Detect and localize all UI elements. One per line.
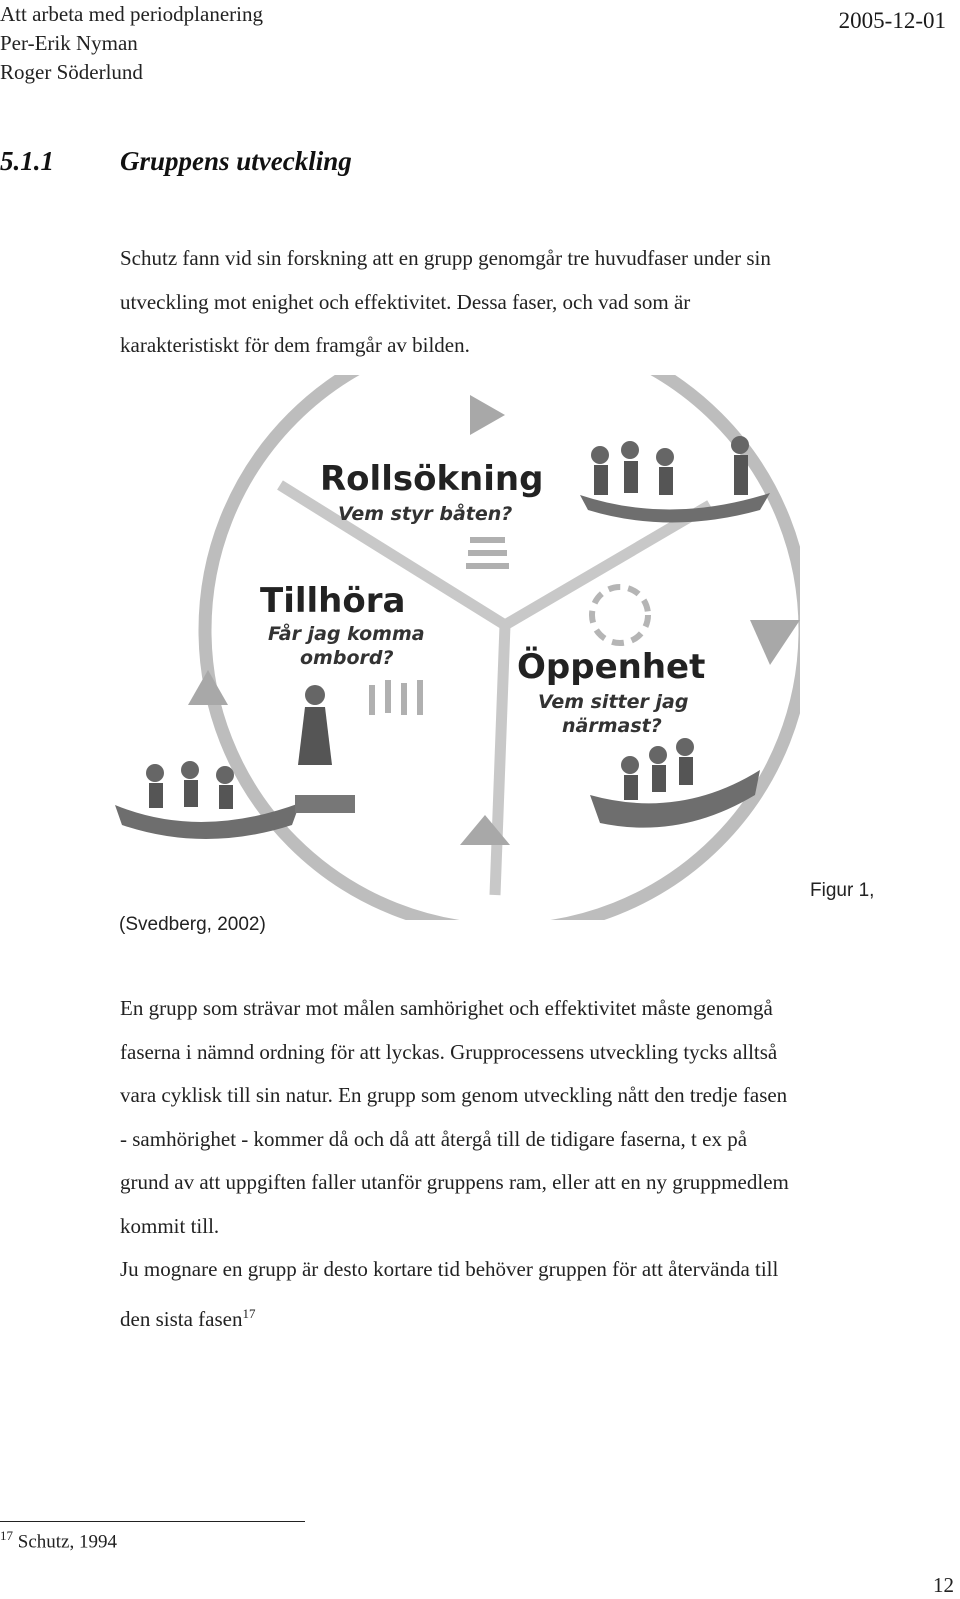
phase-question: Vem sitter jag — [538, 691, 689, 713]
text-line — [120, 1292, 920, 1342]
section-heading — [0, 146, 352, 177]
footnote-ref[interactable]: 17 — [242, 1305, 256, 1321]
arrow-icon — [750, 620, 800, 665]
footnote-rule — [0, 1521, 305, 1522]
openness-circle-icon — [592, 587, 648, 643]
figure-label: Figur 1, — [810, 880, 875, 901]
section-number: 5.1.1 — [0, 146, 54, 176]
section-title: Gruppens utveckling — [120, 146, 352, 176]
footnote-number: 17 — [0, 1528, 13, 1543]
text-line: kommit till. — [120, 1213, 220, 1238]
phase-title: Rollsökning — [320, 459, 544, 499]
phase-title: Öppenhet — [517, 647, 706, 687]
doc-title: Att arbeta med periodplanering — [0, 2, 263, 26]
author-name: Per-Erik Nyman — [0, 31, 138, 55]
text-line: Schutz fann vid sin forskning att en grupp genomgår tre huvudfaser under sin — [120, 246, 771, 270]
text-line-content: den sista fasen — [120, 1306, 243, 1331]
divider-line — [495, 625, 505, 895]
phase-question: närmast? — [562, 715, 662, 737]
intro-paragraph — [120, 237, 920, 368]
doc-date: 2005-12-01 — [838, 8, 946, 33]
group-development-figure — [110, 375, 800, 920]
text-line: Ju mognare en grupp är desto kortare tid behöver gruppen för att återvända till — [120, 1257, 779, 1281]
text-line: grund av att uppgiften faller utanför gruppens ram, eller att en ny gruppmedlem — [120, 1170, 789, 1194]
text-line: En grupp som strävar mot målen samhörighet och effektivitet måste genomgå — [120, 996, 773, 1020]
phase-question: Vem styr båten? — [338, 503, 513, 525]
phase-question: Får jag komma — [268, 623, 425, 645]
boat-illustration — [580, 436, 770, 523]
footnote-text: Schutz, 1994 — [17, 1531, 117, 1553]
author-name: Roger Söderlund — [0, 60, 143, 84]
phase-question: ombord? — [300, 647, 394, 669]
phase-title: Tillhöra — [260, 581, 406, 621]
body-paragraph — [120, 987, 920, 1341]
text-line: - samhörighet - kommer då och då att återgå till de tidigare faserna, t ex på — [120, 1126, 748, 1151]
arrow-icon — [188, 670, 228, 705]
page-number: 12 — [933, 1573, 954, 1597]
text-line: utveckling mot enighet och effektivitet. Dessa faser, och vad som är — [120, 289, 691, 314]
divider-line — [505, 505, 710, 625]
text-line: karakteristiskt för dem framgår av bilden. — [120, 333, 470, 357]
text-line: vara cyklisk till sin natur. En grupp som genom utveckling nått den tredje fasen — [120, 1083, 788, 1107]
figure-source: (Svedberg, 2002) — [119, 914, 266, 935]
arrow-icon — [470, 395, 505, 435]
text-line: faserna i nämnd ordning för att lyckas. Grupprocessens utveckling tycks alltså — [120, 1039, 778, 1064]
footnote — [0, 1528, 117, 1553]
